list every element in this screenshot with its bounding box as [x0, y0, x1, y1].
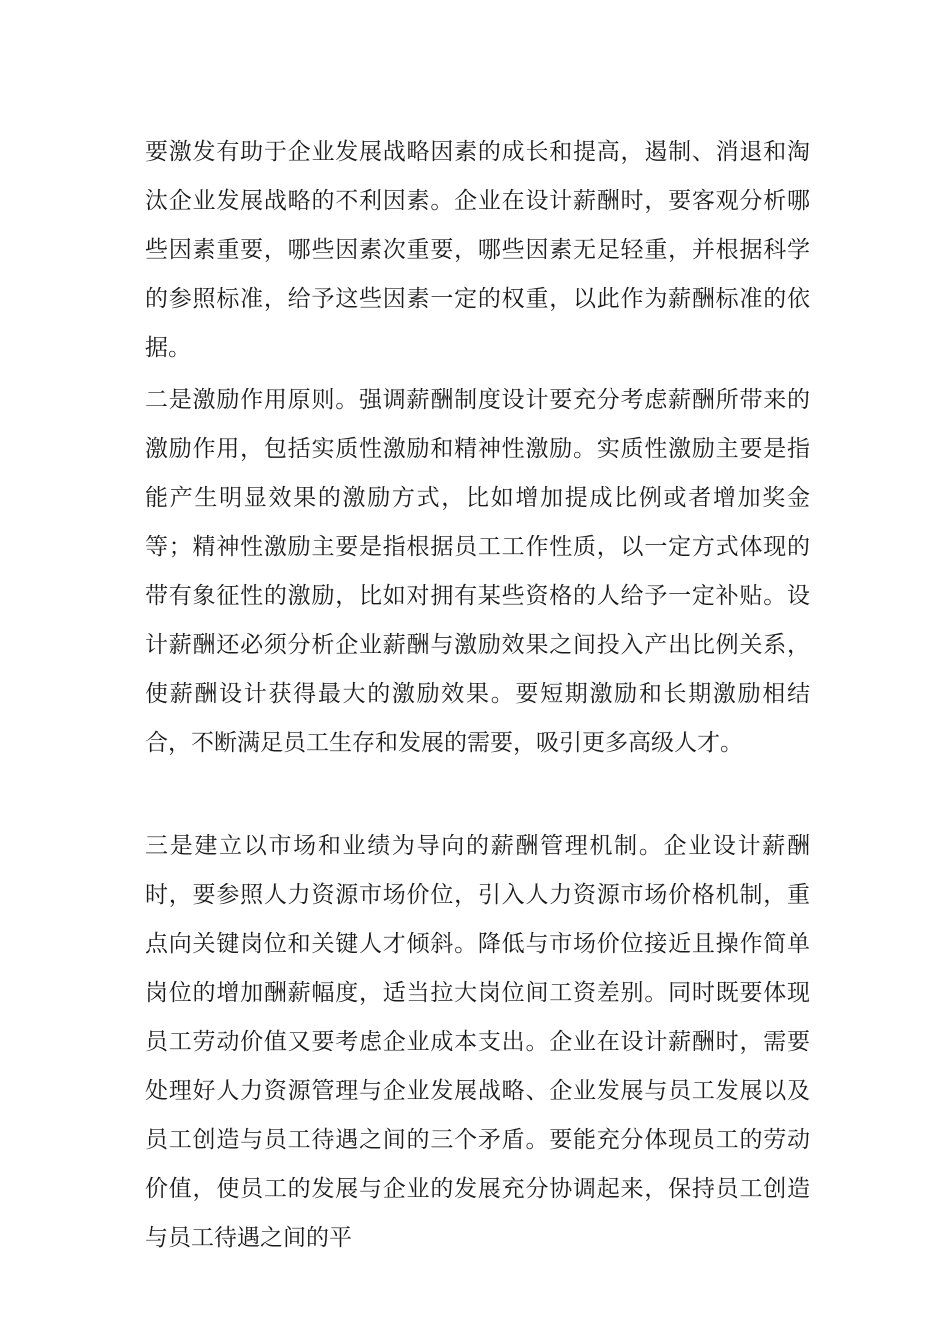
paragraph-2: 二是激励作用原则。强调薪酬制度设计要充分考虑薪酬所带来的激励作用，包括实质性激励和精神性激励。实质性激励主要是指能产生明显效果的激励方式，比如增加提成比例或者增加奖金等；精神性激励主要是指根据员工工作性质，以一定方式体现的带有象征性的激励，比如对拥有某些资格的人给予一定补贴。设计薪酬还必须分析企业薪酬与激励效果之间投入产出比例关系，使薪酬设计获得最大的激励效果。要短期激励和长期激励相结合，不断满足员工生存和发展的需要，吸引更多高级人才。 — [145, 387, 810, 756]
paragraph-1: 要激发有助于企业发展战略因素的成长和提高，遏制、消退和淘汰企业发展战略的不利因素。企业在设计薪酬时，要客观分析哪些因素重要，哪些因素次重要，哪些因素无足轻重，并根据科学的参照标准，给予这些因素一定的权重，以此作为薪酬标准的依据。 — [145, 139, 810, 361]
paragraph-3: 三是建立以市场和业绩为导向的薪酬管理机制。企业设计薪酬时，要参照人力资源市场价位，引入人力资源市场价格机制，重点向关键岗位和关键人才倾斜。降低与市场价位接近且操作简单岗位的增加酬薪幅度，适当拉大岗位间工资差别。同时既要体现员工劳动价值又要考虑企业成本支出。企业在设计薪酬时，需要处理好人力资源管理与企业发展战略、企业发展与员工发展以及员工创造与员工待遇之间的三个矛盾。要能充分体现员工的劳动价值，使员工的发展与企业的发展充分协调起来，保持员工创造与员工待遇之间的平 — [145, 833, 810, 1251]
